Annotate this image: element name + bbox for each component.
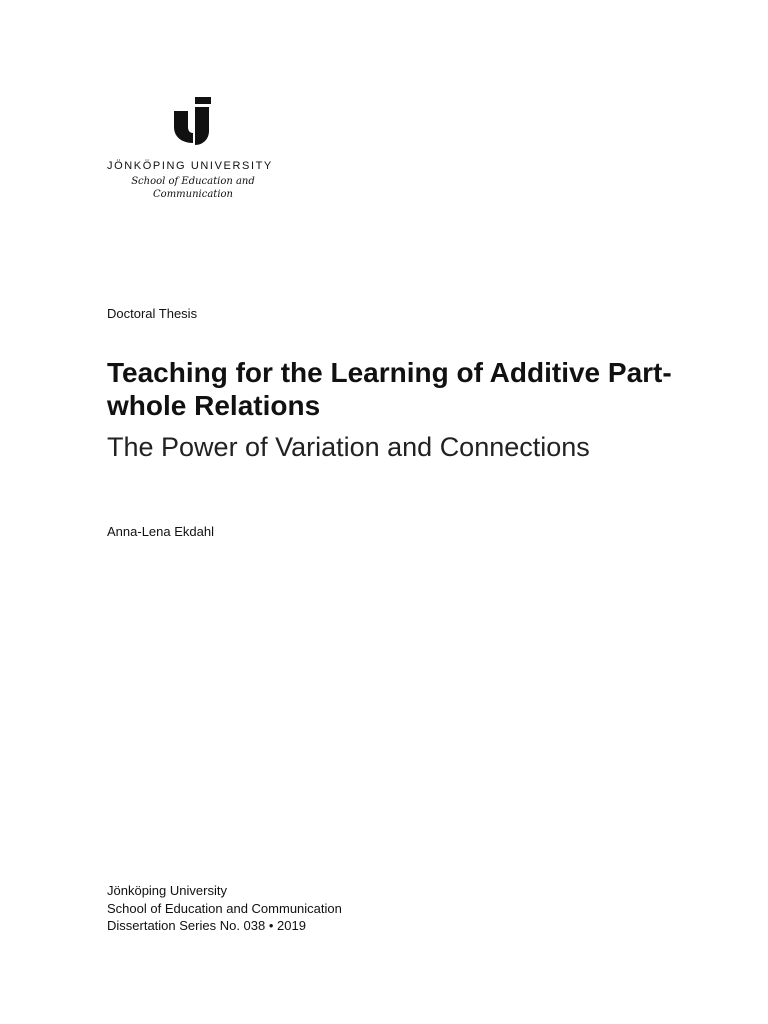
publication-info — [107, 882, 342, 935]
ju-logo-icon — [173, 97, 215, 145]
university-name: JÖNKÖPING UNIVERSITY — [107, 160, 273, 172]
school-name-line-2: Communication — [153, 189, 233, 200]
thesis-subtitle: The Power of Variation and Connections — [107, 432, 590, 462]
author-name: Anna-Lena Ekdahl — [107, 524, 214, 539]
publisher-university: Jönköping University — [107, 883, 227, 898]
school-name-line-1: School of Education and — [131, 176, 255, 187]
thesis-title: Teaching for the Learning of Additive Part-whole Relations — [107, 357, 672, 421]
publisher-school: School of Education and Communication — [107, 900, 342, 916]
document-type: Doctoral Thesis — [107, 306, 198, 321]
series-info: Dissertation Series No. 038 • 2019 — [107, 918, 306, 933]
